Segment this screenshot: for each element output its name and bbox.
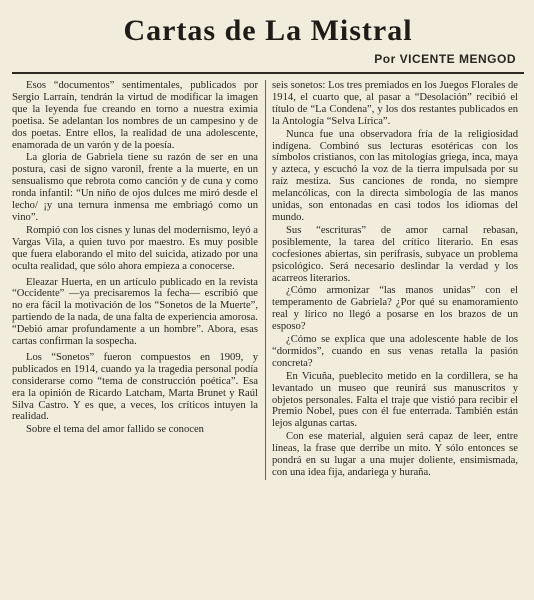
- title-rule: [12, 72, 524, 74]
- paragraph: Rompió con los cisnes y lunas del modernismo, leyó a Vargas Vila, a quien tuvo por maestro. Es muy posible que fuera elaborando el mito del suicida, atizado por una oculta realidad, que sólo ahora empieza a conocerse.: [12, 224, 258, 272]
- right-column: [272, 80, 518, 480]
- paragraph: Nunca fue una observadora fría de la religiosidad indígena. Combinó sus lecturas esotéricas con los símbolos cristianos, con las mitologías griega, inca, maya y azteca, y escuchó la voz de la tierra impulsada por su raíz mestiza. Sus canciones de ronda, no siempre melancólicas, con la directa simbología de las manos unidas, son entonadas en casi todos los idiomas del mundo.: [272, 128, 518, 223]
- paragraph: ¿Cómo armonizar “las manos unidas” con el temperamento de Gabriela? ¿Por qué su enamoramiento real y lírico no llegó a posarse en los brazos de un esposo?: [272, 285, 518, 333]
- column-divider: [265, 80, 266, 480]
- paragraph: Sobre el tema del amor fallido se conocen: [26, 424, 204, 436]
- paragraph: seis sonetos: Los tres premiados en los Juegos Florales de 1914, el cuarto que, al pasar a “Desolación” recibió el título de “La Condena”, y los dos restantes publicados en la Antología “Selva Lírica”.: [272, 80, 518, 127]
- paragraph: Sus “escrituras” de amor carnal rebasan, posiblemente, la tarea del crítico literario. En esas cocfesiones abiertas, sin perífrasis, subyace un problema psicológico. Será necesario deslindar la verdad y los acarreos literarios.: [272, 224, 518, 284]
- paragraph: Los “Sonetos” fueron compuestos en 1909, y publicados en 1914, cuando ya la tragedia personal podía considerarse como “tema de construcción poética”. Esa era la opinión de Ricardo Latcham, Marta Brunet y Raúl Silva Castro. Y es que, a veces, los críticos intuyen la realidad.: [12, 351, 258, 423]
- paragraph: Esos “documentos” sentimentales, publicados por Sergio Larraín, tendrán la virtud de modificar la imagen que la leyenda fue creando en torno a nuestra eximia poetisa. Se adelantan los nombres de un campesino y de dos poetas. Entre ellos, la realidad de una adolescente, enamorada de un varón y de la poesía.: [12, 80, 258, 151]
- byline: [12, 52, 516, 66]
- byline-prefix: Por: [374, 52, 396, 66]
- article-body: [12, 80, 524, 480]
- article-title: Cartas de La Mistral: [123, 14, 413, 47]
- left-column: [12, 80, 258, 480]
- paragraph: Con ese material, alguien será capaz de leer, entre líneas, la frase que derribe un mito. Y sólo entonces se pondrá en su lugar a una mujer doliente, ensimismada, con una idea fija, andariega y huraña.: [272, 431, 518, 478]
- paragraph: En Vicuña, pueblecito metido en la cordillera, se ha levantado un museo que reunirá sus manuscritos y objetos personales. Falta el traje que vistió para recibir el Premio Nobel, pues con él fue enterrada. También están lejos algunas cartas.: [272, 370, 518, 430]
- paragraph: ¿Cómo se explica que una adolescente hable de los “dormidos”, cuando en sus venas retalla la pasión concreta?: [272, 334, 518, 369]
- paragraph: La gloria de Gabriela tiene su razón de ser en una postura, casi de signo varonil, frente a la muerte, en un sensualismo que rebrota como canción y de cuna y como ronda infantil: “Un niño de ojos dulces me miró desde el lecho/ ¡y una ternura inmensa me embriagó como un vino”.: [12, 152, 258, 223]
- author-name: VICENTE MENGOD: [399, 52, 516, 66]
- paragraph: Eleazar Huerta, en un artículo publicado en la revista “Occidente” —ya precisaremos la fecha— escribió que no era fácil la motivación de los “Sonetos de la Muerte”, partiendo de la nada, de una falta de experiencia amorosa. “Debió amar profundamente a un hombre”. Abora, esas cartas confirman la sospecha.: [12, 276, 258, 348]
